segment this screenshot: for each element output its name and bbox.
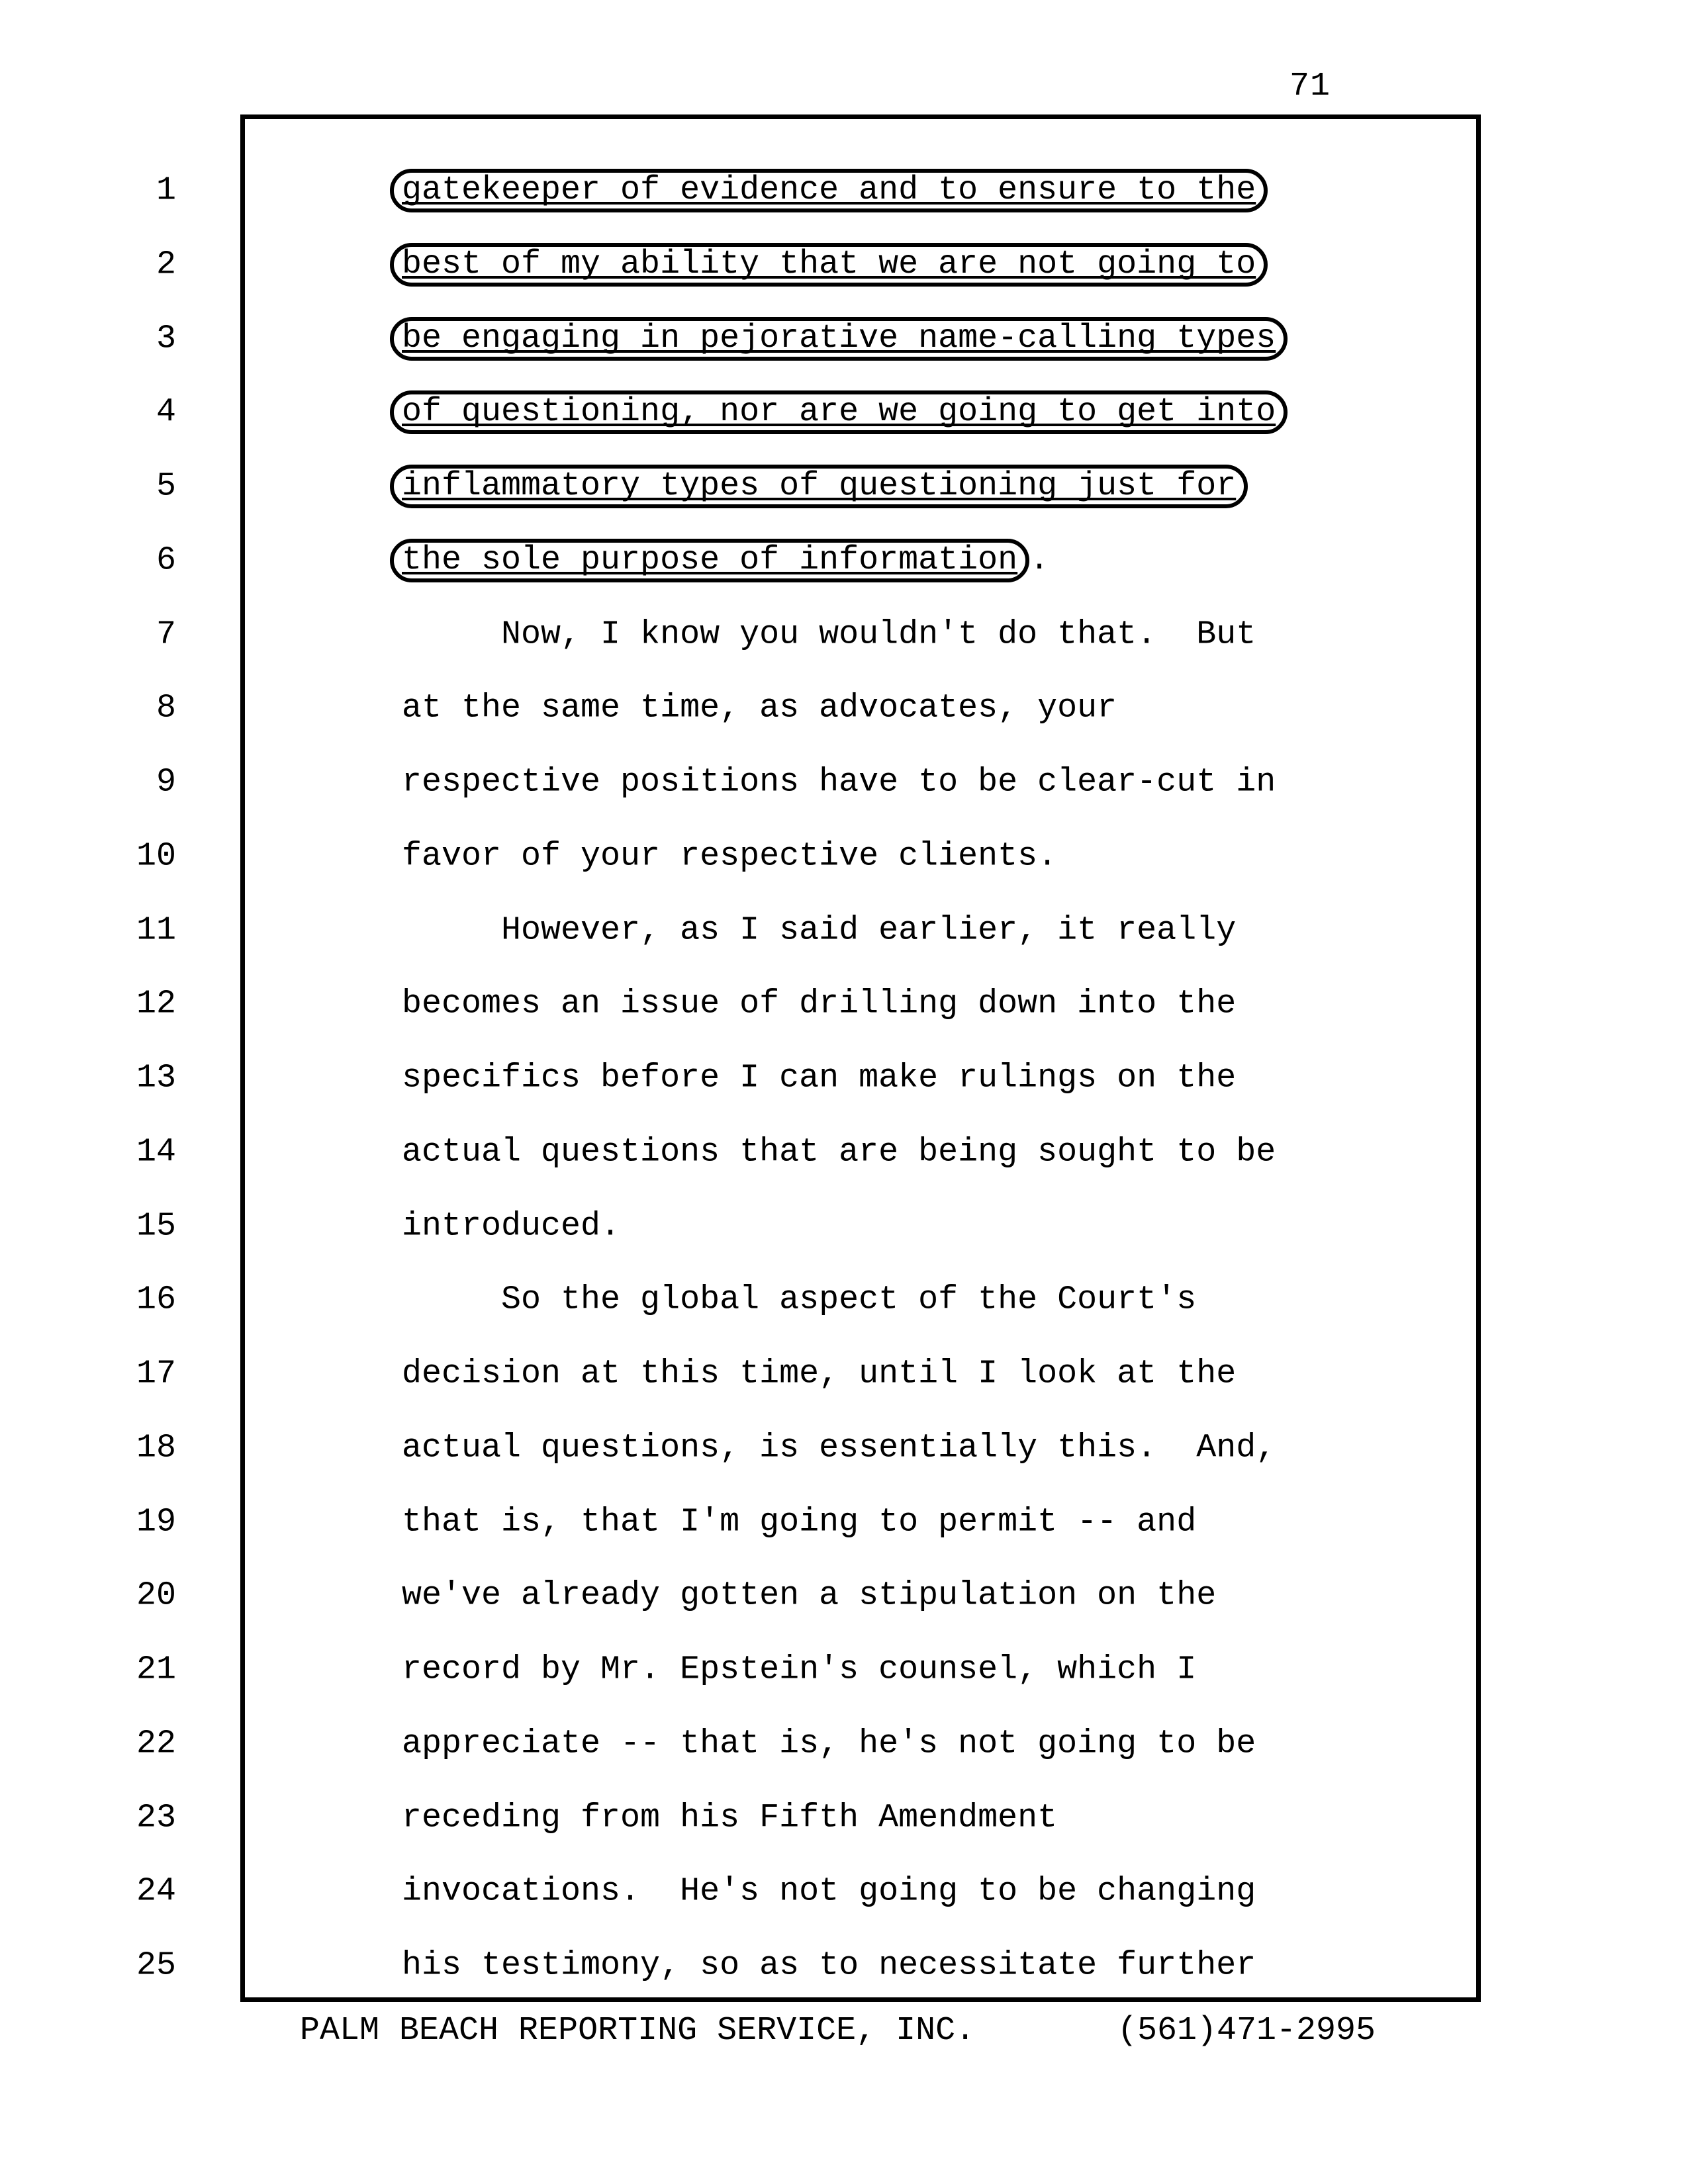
transcript-line bbox=[0, 967, 1688, 1041]
transcript-line bbox=[0, 745, 1688, 819]
line-number: 2 bbox=[156, 246, 176, 284]
line-number: 12 bbox=[136, 985, 176, 1023]
line-number: 14 bbox=[136, 1133, 176, 1171]
line-text: actual questions that are being sought to be bbox=[402, 1133, 1276, 1171]
transcript-line bbox=[0, 598, 1688, 672]
line-text bbox=[402, 465, 1248, 508]
transcript-line bbox=[0, 1041, 1688, 1115]
line-number: 8 bbox=[156, 689, 176, 727]
footer-reporting-service: PALM BEACH REPORTING SERVICE, INC. bbox=[300, 2012, 976, 2050]
line-number: 24 bbox=[136, 1872, 176, 1911]
transcript-line bbox=[0, 893, 1688, 968]
line-text: Now, I know you wouldn't do that. But bbox=[402, 615, 1256, 653]
line-text: receding from his Fifth Amendment bbox=[402, 1799, 1058, 1837]
transcript-line bbox=[0, 1707, 1688, 1781]
line-number: 3 bbox=[156, 320, 176, 357]
line-number: 15 bbox=[136, 1207, 176, 1245]
line-number: 18 bbox=[136, 1429, 176, 1467]
line-text: we've already gotten a stipulation on the bbox=[402, 1576, 1217, 1615]
transcript-line bbox=[0, 1929, 1688, 2003]
line-text: decision at this time, until I look at the bbox=[402, 1355, 1237, 1393]
page-number: 71 bbox=[1289, 68, 1331, 105]
line-text bbox=[402, 243, 1268, 287]
transcript-line bbox=[0, 523, 1688, 598]
line-number: 10 bbox=[136, 837, 176, 876]
line-number: 11 bbox=[136, 911, 176, 949]
line-number: 22 bbox=[136, 1725, 176, 1763]
line-text bbox=[402, 317, 1288, 361]
circled-annotation: inflammatory types of questioning just for bbox=[390, 465, 1248, 508]
transcript-line bbox=[0, 1337, 1688, 1411]
line-number: 19 bbox=[136, 1503, 176, 1541]
line-text: invocations. He's not going to be changing bbox=[402, 1872, 1256, 1911]
line-text: specifics before I can make rulings on the bbox=[402, 1059, 1237, 1097]
line-text: appreciate -- that is, he's not going to be bbox=[402, 1725, 1256, 1763]
line-text: favor of your respective clients. bbox=[402, 837, 1058, 876]
circled-annotation: be engaging in pejorative name-calling types bbox=[390, 317, 1288, 361]
line-number: 1 bbox=[156, 171, 176, 210]
line-number: 7 bbox=[156, 615, 176, 653]
line-number: 9 bbox=[156, 763, 176, 801]
line-number: 21 bbox=[136, 1651, 176, 1689]
line-text bbox=[402, 169, 1268, 212]
transcript-line bbox=[0, 1485, 1688, 1559]
circled-annotation: gatekeeper of evidence and to ensure to the bbox=[390, 169, 1268, 212]
line-text bbox=[402, 390, 1288, 434]
line-text: his testimony, so as to necessitate further bbox=[402, 1946, 1256, 1985]
line-number: 4 bbox=[156, 393, 176, 432]
circled-annotation: the sole purpose of information bbox=[390, 539, 1029, 582]
line-text: actual questions, is essentially this. And, bbox=[402, 1429, 1276, 1467]
line-number: 23 bbox=[136, 1799, 176, 1837]
transcript-line bbox=[0, 154, 1688, 228]
transcript-line bbox=[0, 375, 1688, 449]
transcript-line bbox=[0, 1854, 1688, 1929]
transcript-line bbox=[0, 228, 1688, 302]
line-text: respective positions have to be clear-cut in bbox=[402, 763, 1276, 801]
transcript-line bbox=[0, 1115, 1688, 1189]
transcript-line bbox=[0, 1189, 1688, 1263]
footer-phone-number: (561)471-2995 bbox=[1117, 2012, 1376, 2050]
transcript-line bbox=[0, 819, 1688, 893]
line-text: becomes an issue of drilling down into the bbox=[402, 985, 1237, 1023]
line-text: at the same time, as advocates, your bbox=[402, 689, 1117, 727]
line-text: that is, that I'm going to permit -- and bbox=[402, 1503, 1197, 1541]
transcript-line bbox=[0, 1781, 1688, 1855]
transcript-line bbox=[0, 1559, 1688, 1633]
circled-annotation: best of my ability that we are not going to bbox=[390, 243, 1268, 287]
transcript-line bbox=[0, 1411, 1688, 1485]
line-suffix: . bbox=[1029, 541, 1050, 579]
transcript-line bbox=[0, 302, 1688, 376]
line-number: 13 bbox=[136, 1059, 176, 1097]
circled-annotation: of questioning, nor are we going to get into bbox=[390, 390, 1288, 434]
line-number: 20 bbox=[136, 1576, 176, 1615]
line-text: introduced. bbox=[402, 1207, 621, 1245]
transcript-line bbox=[0, 449, 1688, 523]
line-text: record by Mr. Epstein's counsel, which I bbox=[402, 1651, 1197, 1689]
transcript-line bbox=[0, 671, 1688, 745]
line-number: 5 bbox=[156, 467, 176, 506]
line-number: 16 bbox=[136, 1281, 176, 1319]
line-number: 6 bbox=[156, 541, 176, 580]
line-text bbox=[402, 539, 1049, 582]
line-number: 25 bbox=[136, 1946, 176, 1985]
line-number: 17 bbox=[136, 1355, 176, 1393]
line-text: However, as I said earlier, it really bbox=[402, 911, 1237, 949]
transcript-line bbox=[0, 1263, 1688, 1337]
transcript-line bbox=[0, 1633, 1688, 1707]
line-text: So the global aspect of the Court's bbox=[402, 1281, 1197, 1319]
